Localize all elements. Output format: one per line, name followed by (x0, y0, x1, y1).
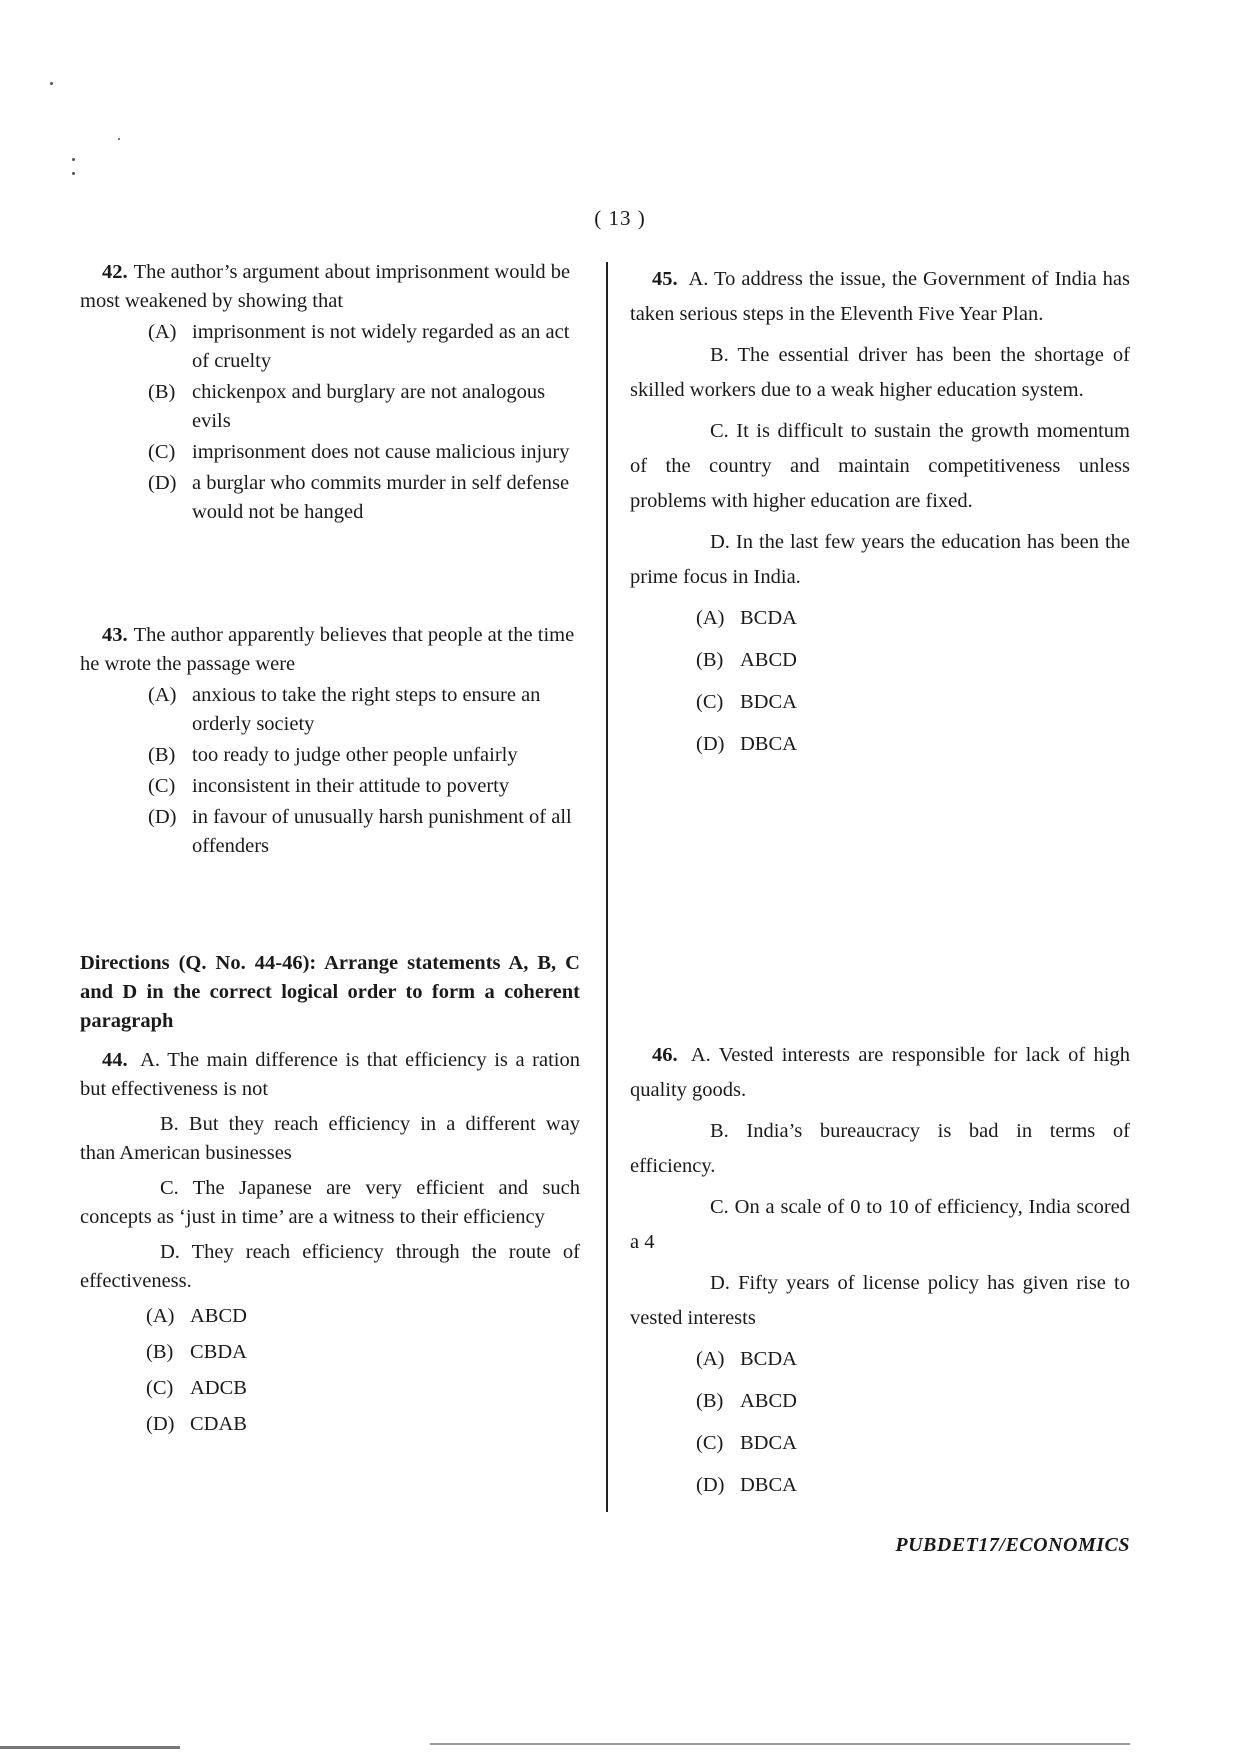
statement-d: D. Fifty years of license policy has given rise to vested interests (630, 1272, 1130, 1329)
option-text: imprisonment is not widely regarded as an act of cruelty (192, 321, 570, 372)
option-d[interactable] (146, 1410, 580, 1439)
option-b[interactable] (148, 378, 580, 436)
question-number: 45. (652, 268, 678, 290)
option-c[interactable] (146, 1374, 580, 1403)
option-a[interactable] (696, 601, 1130, 636)
option-b[interactable] (696, 643, 1130, 678)
question-43 (80, 621, 580, 861)
option-d[interactable] (696, 1468, 1130, 1503)
option-text: BDCA (740, 691, 797, 713)
option-a[interactable] (146, 1302, 580, 1331)
question-number: 43. (102, 624, 128, 646)
option-text: imprisonment does not cause malicious injury (192, 441, 570, 463)
option-label: (D) (696, 1474, 725, 1496)
option-label: (B) (148, 381, 176, 403)
option-text: inconsistent in their attitude to poverty (192, 775, 510, 797)
scan-speck (118, 138, 120, 140)
option-label: (C) (148, 441, 176, 463)
option-b[interactable] (696, 1384, 1130, 1419)
option-text: CDAB (190, 1413, 247, 1435)
page-number: ( 13 ) (594, 206, 646, 230)
option-label: (A) (696, 1348, 725, 1370)
option-text: DBCA (740, 733, 797, 755)
option-text: too ready to judge other people unfairly (192, 744, 518, 766)
option-label: (B) (148, 744, 176, 766)
question-number: 42. (102, 261, 128, 283)
option-label: (D) (146, 1413, 175, 1435)
option-text: a burglar who commits murder in self defense would not be hanged (192, 472, 570, 523)
option-label: (C) (696, 691, 724, 713)
statement-d: D. They reach efficiency through the route of effectiveness. (80, 1241, 580, 1292)
statement-c: C. The Japanese are very efficient and such concepts as ‘just in time’ are a witness to their efficiency (80, 1177, 580, 1228)
statement-b: B. But they reach efficiency in a different way than American businesses (80, 1113, 580, 1164)
statement-b: B. India’s bureaucracy is bad in terms of efficiency. (630, 1120, 1130, 1177)
option-a[interactable] (696, 1342, 1130, 1377)
option-b[interactable] (146, 1338, 580, 1367)
option-list (696, 1342, 1130, 1503)
directions-text: Directions (Q. No. 44-46): Arrange statements A, B, C and D in the correct logical order to form a coherent paragraph (80, 952, 580, 1032)
option-c[interactable] (148, 438, 580, 467)
option-c[interactable] (696, 685, 1130, 720)
option-label: (D) (148, 472, 177, 494)
statement-c: C. It is difficult to sustain the growth momentum of the country and maintain competitiveness unless problems with higher education are fixed. (630, 420, 1130, 512)
option-text: ADCB (190, 1377, 247, 1399)
option-label: (B) (696, 1390, 724, 1412)
option-d[interactable] (696, 727, 1130, 762)
option-label: (A) (146, 1305, 175, 1327)
statement-a: A. To address the issue, the Government of India has taken serious steps in the Eleventh Five Year Plan. (630, 268, 1131, 325)
option-label: (C) (146, 1377, 174, 1399)
option-label: (D) (696, 733, 725, 755)
option-list (148, 681, 580, 861)
option-text: ABCD (190, 1305, 247, 1327)
option-list (146, 1302, 580, 1439)
column-divider (606, 262, 608, 1512)
option-text: DBCA (740, 1474, 797, 1496)
question-42 (80, 258, 580, 527)
statement-a: A. The main difference is that efficiency is a ration but effectiveness is not (80, 1049, 580, 1100)
option-label: (C) (148, 775, 176, 797)
option-label: (B) (696, 649, 724, 671)
option-text: BCDA (740, 1348, 797, 1370)
option-text: BDCA (740, 1432, 797, 1454)
option-b[interactable] (148, 741, 580, 770)
option-d[interactable] (148, 803, 580, 861)
statement-b: B. The essential driver has been the shortage of skilled workers due to a weak higher education system. (630, 344, 1130, 401)
statement-a: A. Vested interests are responsible for lack of high quality goods. (630, 1044, 1130, 1101)
question-45 (630, 262, 1130, 762)
question-stem: The author’s argument about imprisonment would be most weakened by showing that (80, 261, 571, 312)
option-text: BCDA (740, 607, 797, 629)
option-label: (A) (148, 684, 177, 706)
statement-d: D. In the last few years the education has been the prime focus in India. (630, 531, 1130, 588)
left-column (80, 258, 580, 1446)
footer-code: PUBDET17/ECONOMICS (895, 1534, 1130, 1556)
option-label: (B) (146, 1341, 174, 1363)
scan-speck (72, 158, 75, 161)
option-a[interactable] (148, 681, 580, 739)
question-number: 44. (102, 1049, 128, 1071)
question-number: 46. (652, 1044, 678, 1066)
option-a[interactable] (148, 318, 580, 376)
option-c[interactable] (148, 772, 580, 801)
option-list (696, 601, 1130, 762)
question-stem: The author apparently believes that people at the time he wrote the passage were (80, 624, 575, 675)
option-list (148, 318, 580, 527)
option-text: ABCD (740, 1390, 797, 1412)
option-text: in favour of unusually harsh punishment of all offenders (192, 806, 572, 857)
option-text: CBDA (190, 1341, 247, 1363)
option-label: (D) (148, 806, 177, 828)
option-text: chickenpox and burglary are not analogous evils (192, 381, 546, 432)
bottom-rule (430, 1743, 1130, 1745)
option-c[interactable] (696, 1426, 1130, 1461)
statement-c: C. On a scale of 0 to 10 of efficiency, India scored a 4 (630, 1196, 1130, 1253)
option-d[interactable] (148, 469, 580, 527)
scan-speck (72, 172, 75, 175)
scan-speck (50, 82, 53, 85)
scan-edge-mark (0, 1746, 180, 1749)
option-label: (A) (148, 321, 177, 343)
option-text: ABCD (740, 649, 797, 671)
question-46 (630, 1038, 1130, 1510)
option-label: (A) (696, 607, 725, 629)
option-text: anxious to take the right steps to ensure an orderly society (192, 684, 541, 735)
right-column (630, 262, 1131, 1496)
question-44 (80, 1046, 580, 1439)
option-label: (C) (696, 1432, 724, 1454)
